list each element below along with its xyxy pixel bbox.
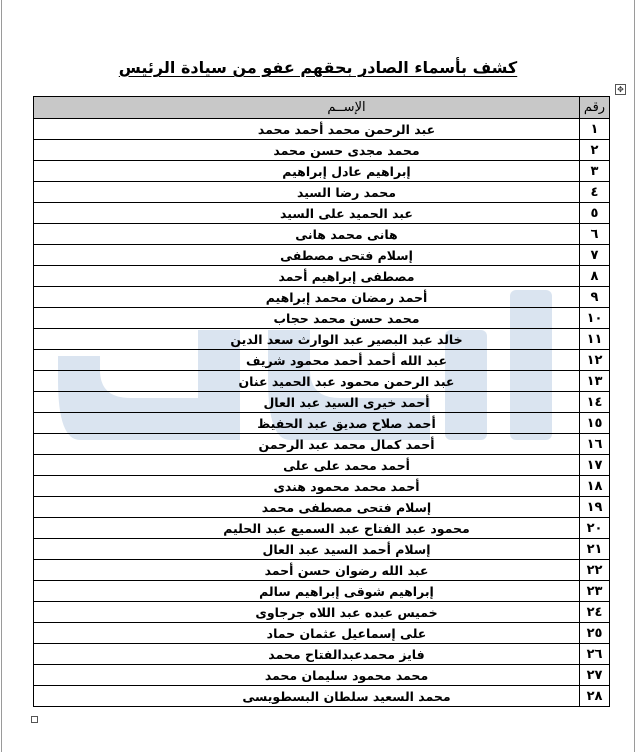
table-row [34,644,610,665]
row-name: أحمد خيرى السيد عبد العال [34,392,580,413]
table-row [34,476,610,497]
table-row [34,182,610,203]
table-row [34,329,610,350]
row-name: أحمد رمضان محمد إبراهيم [34,287,580,308]
table-row [34,308,610,329]
row-name: على إسماعيل عثمان حماد [34,623,580,644]
table-row [34,413,610,434]
row-name: إسلام فتحى مصطفى [34,245,580,266]
row-name: إبراهيم عادل إبراهيم [34,161,580,182]
row-number: ١٥ [580,413,610,434]
row-name: أحمد محمد محمود هندى [34,476,580,497]
row-name: إسلام أحمد السيد عبد العال [34,539,580,560]
table-row [34,560,610,581]
table-row [34,350,610,371]
row-number: ٢١ [580,539,610,560]
table-row [34,665,610,686]
row-number: ٦ [580,224,610,245]
row-number: ٩ [580,287,610,308]
row-number: ٢٤ [580,602,610,623]
row-number: ١٦ [580,434,610,455]
table-move-handle[interactable]: ✥ [615,84,626,95]
row-name: عبد الرحمن محمود عبد الحميد عنان [34,371,580,392]
row-number: ٤ [580,182,610,203]
table-row [34,455,610,476]
row-name: محمد السعيد سلطان البسطويسى [34,686,580,707]
row-number: ٢٦ [580,644,610,665]
row-number: ٣ [580,161,610,182]
page-border-left [1,0,2,752]
row-name: عبد الحميد على السيد [34,203,580,224]
row-name: أحمد صلاح صديق عبد الحفيظ [34,413,580,434]
header-number: رقم [580,97,610,119]
table-resize-handle[interactable] [31,716,38,723]
row-number: ١ [580,119,610,140]
table-row [34,686,610,707]
table-row [34,602,610,623]
row-number: ٢٨ [580,686,610,707]
page-border-right [634,0,635,752]
table-row [34,140,610,161]
row-name: محمد محمود سليمان محمد [34,665,580,686]
row-number: ٢٧ [580,665,610,686]
document-title [0,58,636,77]
row-number: ٢٢ [580,560,610,581]
table-row [34,371,610,392]
table-row [34,224,610,245]
row-name: عبد الله أحمد أحمد محمود شريف [34,350,580,371]
table-row [34,497,610,518]
row-name: فايز محمدعبدالفتاح محمد [34,644,580,665]
table-row [34,161,610,182]
table-row [34,539,610,560]
row-name: عبد الرحمن محمد أحمد محمد [34,119,580,140]
row-name: محمود عبد الفتاح عبد السميع عبد الحليم [34,518,580,539]
row-number: ٢٣ [580,581,610,602]
row-number: ٢٠ [580,518,610,539]
names-table [33,96,610,707]
row-name: أحمد محمد على على [34,455,580,476]
table-row [34,245,610,266]
row-number: ١٠ [580,308,610,329]
row-name: إسلام فتحى مصطفى محمد [34,497,580,518]
row-name: إبراهيم شوقى إبراهيم سالم [34,581,580,602]
row-number: ١٩ [580,497,610,518]
table-row [34,434,610,455]
row-name: هانى محمد هانى [34,224,580,245]
table-row [34,581,610,602]
table-row [34,623,610,644]
table-row [34,518,610,539]
row-number: ٢٥ [580,623,610,644]
row-name: محمد مجدى حسن محمد [34,140,580,161]
table-row [34,392,610,413]
table-header-row [34,97,610,119]
row-name: محمد رضا السيد [34,182,580,203]
row-number: ١٨ [580,476,610,497]
row-number: ١٢ [580,350,610,371]
row-name: خميس عبده عبد اللاه جرجاوى [34,602,580,623]
table-row [34,287,610,308]
row-number: ٨ [580,266,610,287]
table-row [34,203,610,224]
document-title-text: كشف بأسماء الصادر بحقهم عفو من سيادة الرئيس [118,58,518,77]
row-name: أحمد كمال محمد عبد الرحمن [34,434,580,455]
row-name: محمد حسن محمد حجاب [34,308,580,329]
row-name: مصطفى إبراهيم أحمد [34,266,580,287]
row-number: ٧ [580,245,610,266]
row-name: عبد الله رضوان حسن أحمد [34,560,580,581]
row-number: ٥ [580,203,610,224]
row-number: ١١ [580,329,610,350]
row-number: ١٧ [580,455,610,476]
row-name: خالد عبد البصير عبد الوارث سعد الدين [34,329,580,350]
row-number: ١٣ [580,371,610,392]
row-number: ٢ [580,140,610,161]
table-row [34,119,610,140]
row-number: ١٤ [580,392,610,413]
table-row [34,266,610,287]
header-name: الإســم [34,97,580,119]
